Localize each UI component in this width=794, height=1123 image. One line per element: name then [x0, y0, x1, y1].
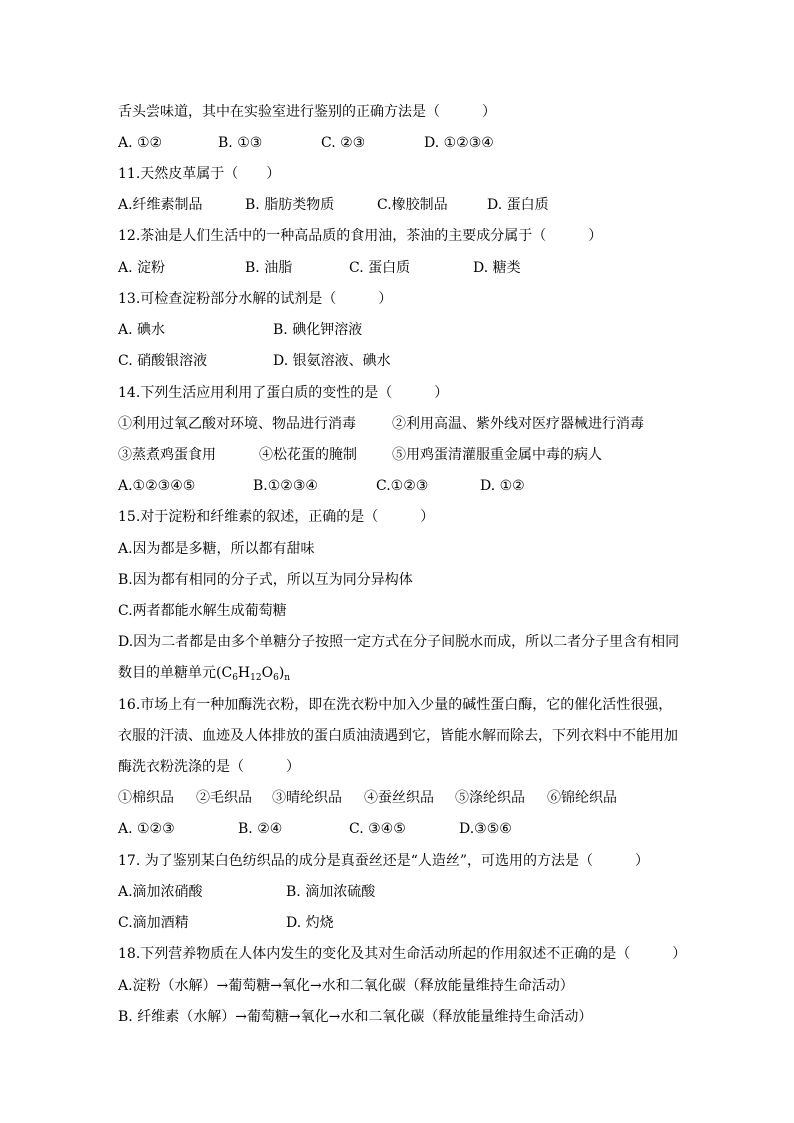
option-d: D. 灼烧 — [286, 915, 334, 931]
option-c: C. ③④⑤ — [349, 821, 406, 837]
option-a: A. ①② — [118, 135, 163, 151]
item-2: ②利用高温、紫外线对医疗器械进行消毒 — [392, 416, 644, 432]
item-4: ④蚕丝织品 — [364, 790, 434, 806]
question-15-option-d-line1: D.因为二者都是由多个单糖分子按照一定方式在分子间脱水而成，所以二者分子里含有相同 — [118, 634, 680, 650]
option-a: A.滴加浓硝酸 — [118, 884, 203, 900]
item-2: ②毛织品 — [196, 790, 252, 806]
question-10-tail: 舌头尝味道，其中在实验室进行鉴别的正确方法是（ ） — [118, 104, 496, 120]
option-b: B. 脂肪类物质 — [245, 197, 335, 213]
question-18-option-a: A.淀粉（水解）→葡萄糖→氧化→水和二氧化碳（释放能量维持生命活动） — [118, 978, 574, 994]
unit-label: 数目的单糖单元 — [118, 665, 216, 681]
question-18-option-b: B. 纤维素（水解）→葡萄糖→氧化→水和二氧化碳（释放能量维持生命活动） — [118, 1009, 593, 1025]
item-6: ⑥锦纶织品 — [547, 790, 617, 806]
option-b: B.①②③④ — [253, 478, 318, 494]
chemical-formula: $(C_6H_{12}O_6)_n$ — [216, 665, 291, 683]
question-15-option-c: C.两者都能水解生成葡萄糖 — [118, 603, 287, 619]
option-b: B. ②④ — [238, 821, 283, 837]
option-c: C. ②③ — [321, 135, 366, 151]
question-15-option-d-line2 — [118, 663, 290, 683]
option-a: A.①②③④⑤ — [118, 478, 196, 494]
item-1: ①棉织品 — [118, 790, 174, 806]
item-1: ①利用过氧乙酸对环境、物品进行消毒 — [118, 416, 356, 432]
option-c: C.①②③ — [376, 478, 429, 494]
question-13: 13.可检查淀粉部分水解的试剂是（ ） — [118, 291, 393, 307]
option-d: D. ①② — [480, 478, 525, 494]
option-d: D. ①②③④ — [424, 135, 494, 151]
question-11: 11.天然皮革属于（ ） — [118, 166, 281, 182]
question-16-line1: 16.市场上有一种加酶洗衣粉，即在洗衣粉中加入少量的碱性蛋白酶，它的催化活性很强， — [118, 697, 673, 713]
question-15-option-b: B.因为都有相同的分子式，所以互为同分异构体 — [118, 572, 413, 588]
question-12: 12.茶油是人们生活中的一种高品质的食用油，茶油的主要成分属于（ ） — [118, 228, 603, 244]
question-18: 18.下列营养物质在人体内发生的变化及其对生命活动所起的作用叙述不正确的是（ ） — [118, 946, 687, 962]
option-b: B. 滴加浓硫酸 — [286, 884, 376, 900]
option-a: A. ①②③ — [118, 821, 175, 837]
question-16-line2: 衣服的汗渍、血迹及人体排放的蛋白质油渍遇到它，皆能水解而除去，下列衣料中不能用加 — [118, 728, 678, 744]
item-3: ③晴纶织品 — [272, 790, 342, 806]
option-d: D. 蛋白质 — [487, 197, 549, 213]
option-d: D. 银氨溶液、碘水 — [273, 353, 391, 369]
option-d: D. 糖类 — [473, 260, 521, 276]
option-a: A.纤维素制品 — [118, 197, 203, 213]
option-c: C. 硝酸银溶液 — [118, 353, 208, 369]
option-b: B. 碘化钾溶液 — [273, 322, 363, 338]
option-a: A. 碘水 — [118, 322, 166, 338]
question-15: 15.对于淀粉和纤维素的叙述，正确的是（ ） — [118, 509, 435, 525]
option-c: C. 蛋白质 — [349, 260, 411, 276]
question-15-option-a: A.因为都是多糖，所以都有甜味 — [118, 541, 315, 557]
item-5: ⑤涤纶织品 — [455, 790, 525, 806]
option-c: C.橡胶制品 — [377, 197, 448, 213]
question-16-line3: 酶洗衣粉洗涤的是（ ） — [118, 759, 300, 775]
option-c: C.滴加酒精 — [118, 915, 189, 931]
question-17: 17. 为了鉴别某白色纺织品的成分是真蚕丝还是“人造丝”，可选用的方法是（ ） — [118, 853, 650, 869]
option-d: D.③⑤⑥ — [459, 821, 512, 837]
question-14: 14.下列生活应用利用了蛋白质的变性的是（ ） — [118, 385, 449, 401]
item-4: ④松花蛋的腌制 — [259, 447, 357, 463]
option-b: B. 油脂 — [245, 260, 293, 276]
option-a: A. 淀粉 — [118, 260, 166, 276]
option-b: B. ①③ — [218, 135, 263, 151]
item-3: ③蒸煮鸡蛋食用 — [118, 447, 216, 463]
item-5: ⑤用鸡蛋清灌服重金属中毒的病人 — [392, 447, 602, 463]
